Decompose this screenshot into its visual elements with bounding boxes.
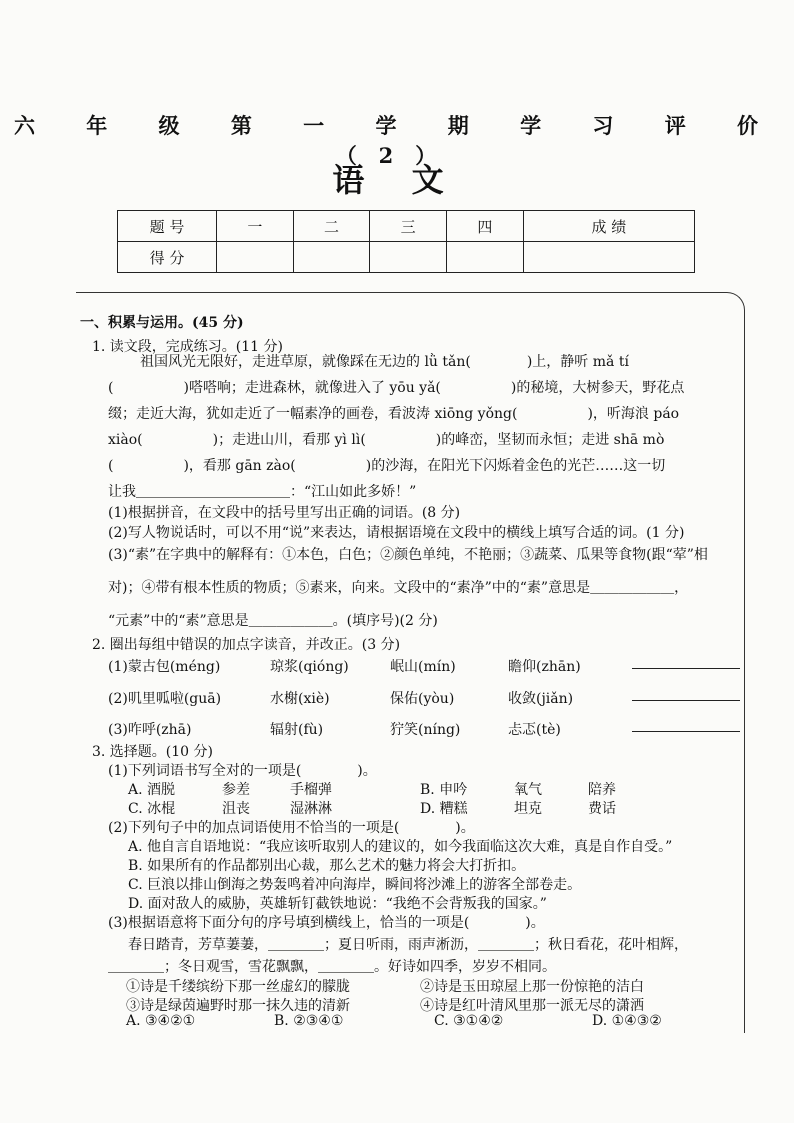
option[interactable]: D. 糟糕 [420,801,468,817]
passage-line: 祖国风光无限好，走进草原，就像踩在无边的 lǜ tǎn( )上，静听 mǎ tí [140,354,629,370]
score-table-cell: 题 号 [118,211,217,242]
pinyin-item[interactable]: 瞻仰(zhān) [508,659,581,675]
question-title: 3. 选择题。(10 分) [92,744,213,760]
passage-line: ＿＿＿＿；冬日观雪，雪花飘飘，＿＿＿＿。好诗如四季，岁岁不相同。 [108,959,556,975]
subquestion: (2)写人物说话时，可以不用“说”来表达，请根据语境在文段中的横线上填写合适的词。(1 分) [108,525,685,541]
subquestion: (1)下列词语书写全对的一项是( )。 [108,763,377,779]
passage-line: 春日踏青，芳草萋萋，＿＿＿＿；夏日听雨，雨声淅沥，＿＿＿＿；秋日看花，花叶相辉， [128,937,688,953]
passage-line: ( )嗒嗒响；走进森林，就像进入了 yōu yǎ( )的秘境，大树参天，野花点 [108,380,685,396]
score-table-cell: 成 绩 [523,211,694,242]
option-word: 陪养 [588,782,616,798]
subquestion: “元素”中的“素”意思是＿＿＿＿＿＿。(填序号)(2 分) [108,613,438,629]
score-blank-cell[interactable] [370,242,447,273]
answer-line[interactable] [632,668,740,669]
answer-option[interactable]: C. ③①④② [434,1013,504,1029]
score-table [117,210,695,273]
exam-title: 六 年 级 第 一 学 期 学 习 评 价 （2） [13,113,781,168]
option[interactable]: A. 他自言自语地说：“我应该听取别人的建议的，如今我面临这次大难，真是自作自受。” [128,839,673,855]
answer-option[interactable]: A. ③④②① [126,1013,196,1029]
question-title: 2. 圈出每组中错误的加点字读音，并改正。(3 分) [92,637,401,653]
subquestion: (3)根据语意将下面分句的序号填到横线上，恰当的一项是( )。 [108,915,545,931]
answer-line[interactable] [632,731,740,732]
option-word: 湿淋淋 [290,801,332,817]
option[interactable]: D. 面对敌人的威胁，英雄斩钉截铁地说：“我绝不会背叛我的国家。” [128,896,547,912]
option[interactable]: B. 如果所有的作品都别出心裁，那么艺术的魅力将会大打折扣。 [128,858,526,874]
score-blank-cell[interactable] [217,242,294,273]
score-blank-cell[interactable] [293,242,370,273]
score-table-cell: 三 [370,211,447,242]
passage-line: ( )，看那 gān zào( )的沙海，在阳光下闪烁着金色的光芒……这一切 [108,458,666,474]
clause-item: ①诗是千缕缤纷下那一丝虚幻的朦胧 [126,979,350,995]
score-table-cell: 二 [293,211,370,242]
score-blank-cell[interactable] [523,242,694,273]
pinyin-item[interactable]: 水榭(xiè) [270,691,330,707]
answer-option[interactable]: D. ①④③② [592,1013,662,1029]
subquestion: (2)下列句子中的加点词语使用不恰当的一项是( )。 [108,820,475,836]
passage-line: 缀；走近大海，犹如走近了一幅素净的画卷，看波涛 xiōng yǒng( )，听海浪 páo [108,406,680,422]
option[interactable]: A. 酒脱 [128,782,176,798]
score-table-score-row [118,242,695,273]
option-word: 坦克 [514,801,542,817]
score-table-cell: 得 分 [118,242,217,273]
clause-item: ④诗是红叶清风里那一派无尽的潇洒 [420,998,644,1014]
pinyin-item[interactable]: (1)蒙古包(méng) [108,659,221,675]
subquestion: (1)根据拼音，在文段中的括号里写出正确的词语。(8 分) [108,505,461,521]
pinyin-item[interactable]: 收敛(jiǎn) [508,691,574,707]
question-title: 1. 读文段，完成练习。(11 分) [92,339,283,355]
subquestion: 对)；④带有根本性质的物质；⑤素来，向来。文段中的“素净”中的“素”意思是＿＿＿＿＿＿， [108,580,689,596]
pinyin-item[interactable]: (2)叽里呱啦(guā) [108,691,222,707]
score-table-header-row [118,211,695,242]
option[interactable]: C. 冰棍 [128,801,176,817]
answer-line[interactable] [632,700,740,701]
clause-item: ③诗是绿茵遍野时那一抹久违的清新 [126,998,350,1014]
passage-line: 让我＿＿＿＿＿＿＿＿＿＿＿：“江山如此多娇！” [108,484,417,500]
answer-option[interactable]: B. ②③④① [274,1013,344,1029]
option-word: 手榴弹 [290,782,332,798]
score-table-cell: 四 [447,211,524,242]
pinyin-item[interactable]: 保佑(yòu) [390,691,455,707]
option-word: 氧气 [514,782,542,798]
option-word: 费话 [588,801,616,817]
option-word: 参差 [222,782,250,798]
option[interactable]: C. 巨浪以排山倒海之势轰鸣着冲向海岸，瞬间将沙滩上的游客全部卷走。 [128,877,582,893]
section-heading: 一、积累与运用。(45 分) [80,315,244,331]
pinyin-item[interactable]: (3)咋呼(zhā) [108,722,192,738]
pinyin-item[interactable]: 辐射(fù) [270,722,324,738]
subject-title: 语 文 [332,161,462,199]
pinyin-item[interactable]: 狞笑(níng) [390,722,461,738]
subquestion: (3)“素”在字典中的解释有：①本色，白色；②颜色单纯，不艳丽；③蔬菜、瓜果等食物(跟“荤”相 [108,547,708,563]
pinyin-item[interactable]: 琼浆(qióng) [270,659,349,675]
passage-line: xiào( )；走进山川，看那 yì lì( )的峰峦，坚韧而永恒；走进 shā mò [108,432,665,448]
score-blank-cell[interactable] [447,242,524,273]
option[interactable]: B. 申吟 [420,782,468,798]
clause-item: ②诗是玉田琼屋上那一份惊艳的洁白 [420,979,644,995]
option-word: 沮丧 [222,801,250,817]
pinyin-item[interactable]: 岷山(mín) [390,659,456,675]
pinyin-item[interactable]: 忐忑(tè) [508,722,561,738]
score-table-cell: 一 [217,211,294,242]
